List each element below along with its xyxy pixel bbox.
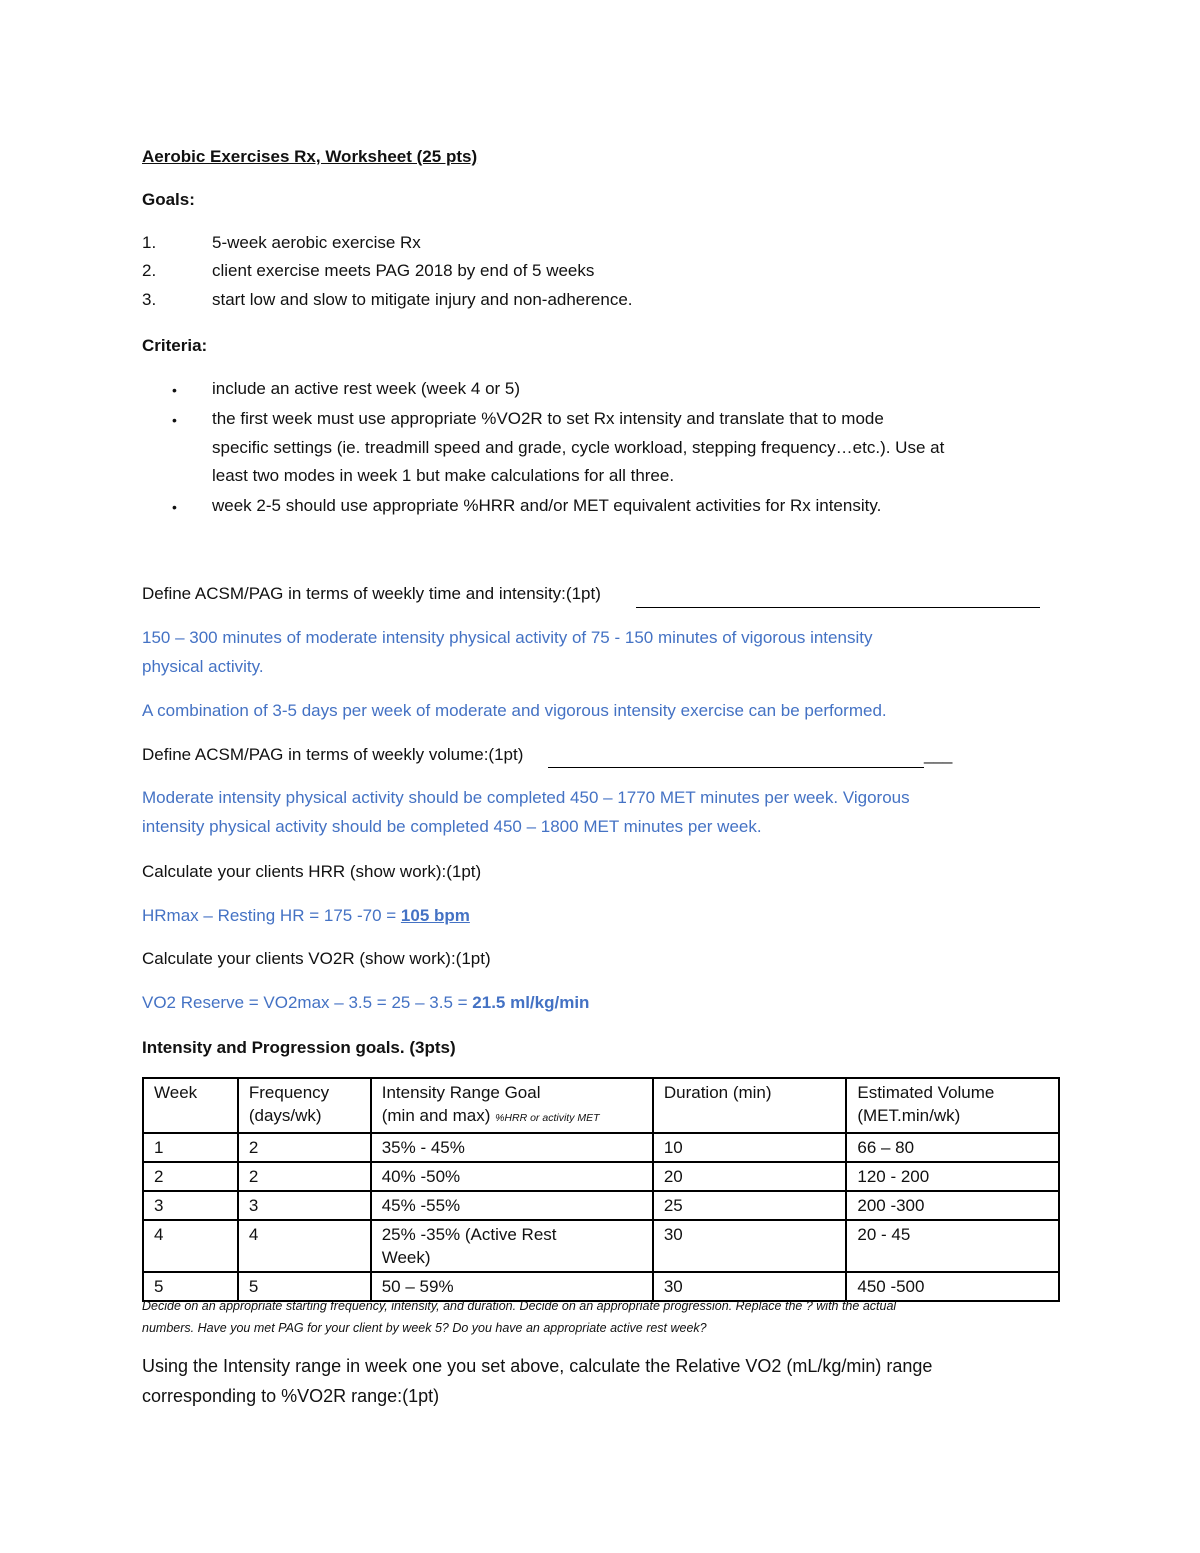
goal-number: 3. xyxy=(142,290,157,309)
answer-hrr xyxy=(142,905,470,927)
answer-underline xyxy=(636,607,1040,608)
table-note-line: numbers. Have you met PAG for your client by week 5? Do you have an appropriate active rest week? xyxy=(142,1321,707,1335)
cell-week: 4 xyxy=(143,1220,238,1272)
cell-frequency: 2 xyxy=(238,1162,371,1191)
cell-duration: 30 xyxy=(653,1220,847,1272)
cell-frequency: 3 xyxy=(238,1191,371,1220)
answer-line: Moderate intensity physical activity should be completed 450 – 1770 MET minutes per week. Vigorous xyxy=(142,788,910,807)
header-note: %HRR or activity MET xyxy=(495,1112,600,1124)
cell-week: 2 xyxy=(143,1162,238,1191)
question-hrr: Calculate your clients HRR (show work):(1pt) xyxy=(142,862,482,881)
cell-intensity: 45% -55% xyxy=(371,1191,653,1220)
answer-line: intensity physical activity should be completed 450 – 1800 MET minutes per week. xyxy=(142,817,762,836)
underline-tail: ___ xyxy=(924,745,953,764)
cell-text: Week) xyxy=(381,1248,431,1267)
table-row xyxy=(143,1220,1059,1272)
question-weekly-time: Define ACSM/PAG in terms of weekly time and intensity:(1pt) xyxy=(142,584,601,603)
header-text: (MET.min/wk) xyxy=(857,1106,961,1125)
cell-text: 25% -35% (Active Rest xyxy=(381,1225,557,1244)
cell-volume: 200 -300 xyxy=(846,1191,1059,1220)
cell-frequency: 2 xyxy=(238,1133,371,1162)
goal-number: 2. xyxy=(142,261,157,280)
question-weekly-volume xyxy=(142,744,523,766)
answer-result: 21.5 ml/kg/min xyxy=(472,993,590,1012)
header-text: Frequency xyxy=(248,1083,330,1102)
goal-text: start low and slow to mitigate injury and non-adherence. xyxy=(212,290,633,309)
bullet-icon: • xyxy=(172,382,177,398)
criteria-item-line: include an active rest week (week 4 or 5) xyxy=(212,379,521,398)
worksheet-title: Aerobic Exercises Rx, Worksheet (25 pts) xyxy=(142,147,478,166)
goals-heading: Goals: xyxy=(142,190,195,209)
table-row xyxy=(143,1133,1059,1162)
answer-result: 105 bpm xyxy=(400,906,470,925)
header-text: Intensity Range Goal xyxy=(381,1083,541,1102)
goal-number: 1. xyxy=(142,233,157,252)
question-relative-vo2: Using the Intensity range in week one you set above, calculate the Relative VO2 (mL/kg/min) range xyxy=(142,1356,933,1376)
cell-intensity xyxy=(371,1220,653,1272)
header-text: (min and max) xyxy=(381,1106,491,1125)
answer-line: A combination of 3-5 days per week of moderate and vigorous intensity exercise can be performed. xyxy=(142,701,887,720)
cell-week: 5 xyxy=(143,1272,238,1301)
cell-duration: 10 xyxy=(653,1133,847,1162)
criteria-item-line: the first week must use appropriate %VO2R to set Rx intensity and translate that to mode xyxy=(212,409,884,428)
question-text: Define ACSM/PAG in terms of weekly volume:(1pt) xyxy=(142,745,524,764)
header-duration xyxy=(653,1078,847,1133)
progression-table xyxy=(142,1077,1060,1302)
criteria-item-line: least two modes in week 1 but make calculations for all three. xyxy=(212,466,675,485)
table-header-row xyxy=(143,1078,1059,1133)
cell-intensity: 50 – 59% xyxy=(371,1272,653,1301)
cell-duration: 20 xyxy=(653,1162,847,1191)
cell-volume: 450 -500 xyxy=(846,1272,1059,1301)
header-week xyxy=(143,1078,238,1133)
cell-week: 1 xyxy=(143,1133,238,1162)
goal-text: client exercise meets PAG 2018 by end of 5 weeks xyxy=(212,261,595,280)
cell-duration: 25 xyxy=(653,1191,847,1220)
table-row xyxy=(143,1162,1059,1191)
header-text: Week xyxy=(154,1083,198,1102)
cell-volume: 120 - 200 xyxy=(846,1162,1059,1191)
header-text: Estimated Volume xyxy=(857,1083,995,1102)
cell-week: 3 xyxy=(143,1191,238,1220)
cell-intensity: 40% -50% xyxy=(371,1162,653,1191)
cell-intensity: 35% - 45% xyxy=(371,1133,653,1162)
question-relative-vo2: corresponding to %VO2R range:(1pt) xyxy=(142,1386,440,1406)
header-text: (days/wk) xyxy=(248,1106,322,1125)
answer-underline xyxy=(548,767,924,768)
table-row xyxy=(143,1191,1059,1220)
answer-work: HRmax – Resting HR = 175 -70 = xyxy=(142,906,401,925)
answer-line: physical activity. xyxy=(142,657,264,676)
header-text: Duration (min) xyxy=(663,1083,772,1102)
cell-frequency: 5 xyxy=(238,1272,371,1301)
progression-heading: Intensity and Progression goals. (3pts) xyxy=(142,1038,456,1057)
bullet-icon: • xyxy=(172,412,177,428)
goal-text: 5-week aerobic exercise Rx xyxy=(212,233,421,252)
cell-frequency: 4 xyxy=(238,1220,371,1272)
cell-duration: 30 xyxy=(653,1272,847,1301)
question-vo2r: Calculate your clients VO2R (show work):(1pt) xyxy=(142,949,491,968)
cell-volume: 66 – 80 xyxy=(846,1133,1059,1162)
answer-line: 150 – 300 minutes of moderate intensity physical activity of 75 - 150 minutes of vigorous intensity xyxy=(142,628,873,647)
bullet-icon: • xyxy=(172,499,177,515)
table-note-line: Decide on an appropriate starting frequency, intensity, and duration. Decide on an appropriate progression. Replace the ? with the actual xyxy=(142,1299,897,1313)
answer-vo2r xyxy=(142,992,589,1014)
criteria-heading: Criteria: xyxy=(142,336,208,355)
header-frequency xyxy=(238,1078,371,1133)
answer-work: VO2 Reserve = VO2max – 3.5 = 25 – 3.5 = xyxy=(142,993,473,1012)
header-intensity xyxy=(371,1078,653,1133)
criteria-item-line: specific settings (ie. treadmill speed and grade, cycle workload, stepping frequency…etc.). Use at xyxy=(212,438,945,457)
criteria-item-line: week 2-5 should use appropriate %HRR and/or MET equivalent activities for Rx intensity. xyxy=(212,496,882,515)
cell-volume: 20 - 45 xyxy=(846,1220,1059,1272)
header-volume xyxy=(846,1078,1059,1133)
